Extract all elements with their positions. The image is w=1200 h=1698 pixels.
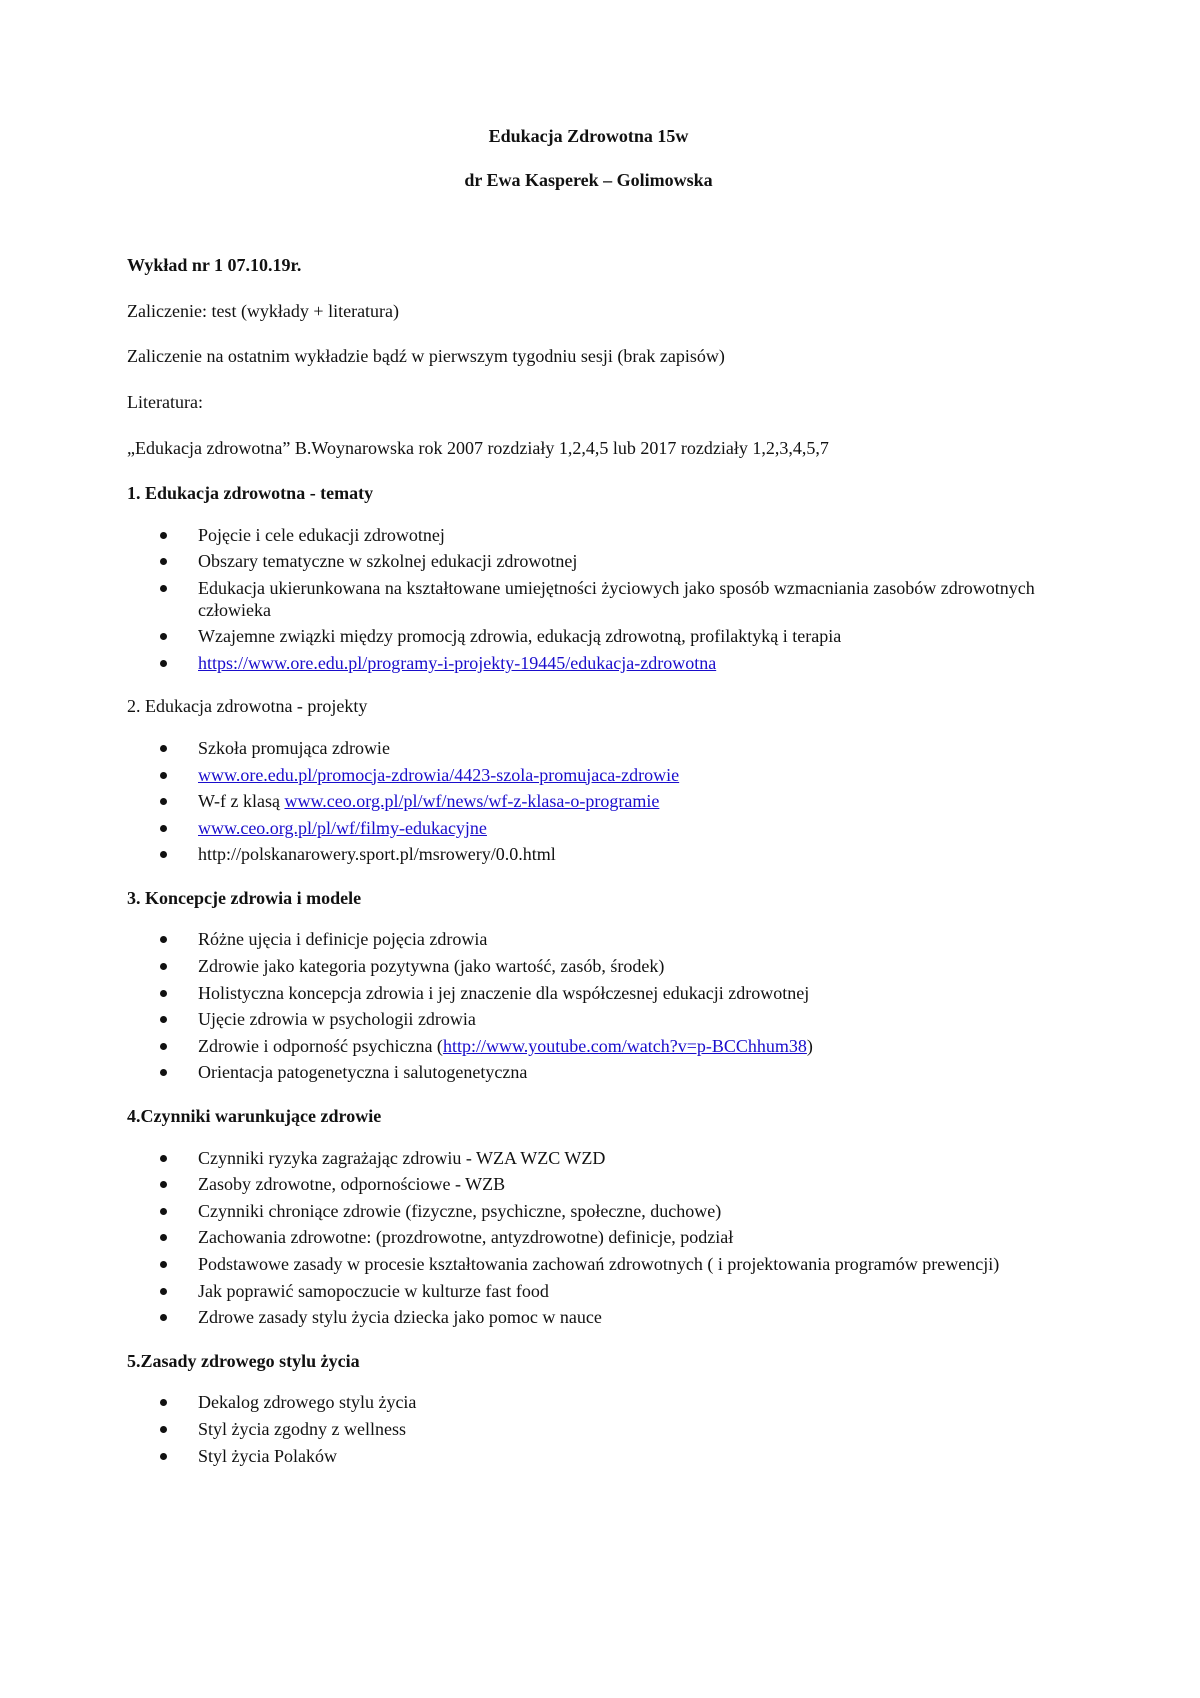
list-item: Wzajemne związki między promocją zdrowia, edukacją zdrowotną, profilaktyką i terapia xyxy=(198,626,1050,648)
section-3-heading: 3. Koncepcje zdrowia i modele xyxy=(127,887,362,908)
literature-label: Literatura: xyxy=(127,391,203,412)
ceo-wf-program-link[interactable]: www.ceo.org.pl/pl/wf/news/wf-z-klasa-o-programie xyxy=(284,791,660,812)
youtube-link[interactable]: http://www.youtube.com/watch?v=p-BCChhum38 xyxy=(442,1035,807,1056)
list-item: Czynniki chroniące zdrowie (fizyczne, psychiczne, społeczne, duchowe) xyxy=(198,1201,1050,1223)
section-3-list xyxy=(127,929,1050,1084)
list-item xyxy=(198,1036,1050,1058)
ceo-filmy-link[interactable]: www.ceo.org.pl/pl/wf/filmy-edukacyjne xyxy=(198,817,487,838)
ore-promocja-link[interactable]: www.ore.edu.pl/promocja-zdrowia/4423-szola-promujaca-zdrowie xyxy=(198,764,680,785)
list-item: Zdrowie jako kategoria pozytywna (jako wartość, zasób, środek) xyxy=(198,956,1050,978)
credit-text: Zaliczenie: test (wykłady + literatura) xyxy=(127,300,400,321)
list-item-text: ) xyxy=(806,1035,813,1056)
section-1-list xyxy=(127,525,1050,675)
list-item xyxy=(198,765,1050,787)
list-item-text: Zdrowie i odporność psychiczna ( xyxy=(198,1035,443,1056)
list-item xyxy=(198,818,1050,840)
list-item: Obszary tematyczne w szkolnej edukacji zdrowotnej xyxy=(198,551,1050,573)
list-item: Dekalog zdrowego stylu życia xyxy=(198,1392,1050,1414)
list-item: Zachowania zdrowotne: (prozdrowotne, antyzdrowotne) definicje, podział xyxy=(198,1227,1050,1249)
list-item: Szkoła promująca zdrowie xyxy=(198,738,1050,760)
list-item: Holistyczna koncepcja zdrowia i jej znaczenie dla współczesnej edukacji zdrowotnej xyxy=(198,983,1050,1005)
list-item xyxy=(198,653,1050,675)
document-title: Edukacja Zdrowotna 15w xyxy=(488,126,689,146)
list-item: Podstawowe zasady w procesie kształtowania zachowań zdrowotnych ( i projektowania programów prewencji) xyxy=(198,1254,1050,1276)
list-item: Ujęcie zdrowia w psychologii zdrowia xyxy=(198,1009,1050,1031)
section-4-heading: 4.Czynniki warunkujące zdrowie xyxy=(127,1106,382,1127)
section-4-list xyxy=(127,1148,1050,1329)
list-item: Zdrowe zasady stylu życia dziecka jako pomoc w nauce xyxy=(198,1307,1050,1329)
ore-edukacja-link[interactable]: https://www.ore.edu.pl/programy-i-projekty-19445/edukacja-zdrowotna xyxy=(198,652,717,673)
list-item xyxy=(198,791,1050,813)
literature-text: „Edukacja zdrowotna” B.Woynarowska rok 2007 rozdziały 1,2,4,5 lub 2017 rozdziały 1,2,3,4,5,7 xyxy=(127,437,829,458)
document-author: dr Ewa Kasperek – Golimowska xyxy=(464,169,713,190)
list-item: Różne ujęcia i definicje pojęcia zdrowia xyxy=(198,929,1050,951)
list-item: Jak poprawić samopoczucie w kulturze fast food xyxy=(198,1281,1050,1303)
list-item: Styl życia Polaków xyxy=(198,1446,1050,1468)
list-item: Czynniki ryzyka zagrażając zdrowiu - WZA WZC WZD xyxy=(198,1148,1050,1170)
list-item: Pojęcie i cele edukacji zdrowotnej xyxy=(198,525,1050,547)
list-item-text: W-f z klasą xyxy=(198,791,285,812)
section-2-list xyxy=(127,738,1050,866)
list-item: Edukacja ukierunkowana na kształtowane umiejętności życiowych jako sposób wzmacniania zasobów zdrowotnych człowieka xyxy=(198,578,1050,621)
list-item: Zasoby zdrowotne, odpornościowe - WZB xyxy=(198,1174,1050,1196)
credit-info-text: Zaliczenie na ostatnim wykładzie bądź w pierwszym tygodniu sesji (brak zapisów) xyxy=(127,346,725,367)
section-1-heading: 1. Edukacja zdrowotna - tematy xyxy=(127,483,374,504)
section-5-heading: 5.Zasady zdrowego stylu życia xyxy=(127,1350,360,1371)
lecture-heading: Wykład nr 1 07.10.19r. xyxy=(127,255,302,276)
list-item: Orientacja patogenetyczna i salutogenetyczna xyxy=(198,1062,1050,1084)
section-5-list xyxy=(127,1392,1050,1467)
list-item: Styl życia zgodny z wellness xyxy=(198,1419,1050,1441)
section-2-heading: 2. Edukacja zdrowotna - projekty xyxy=(127,696,368,717)
list-item: http://polskanarowery.sport.pl/msrowery/0.0.html xyxy=(198,844,1050,866)
